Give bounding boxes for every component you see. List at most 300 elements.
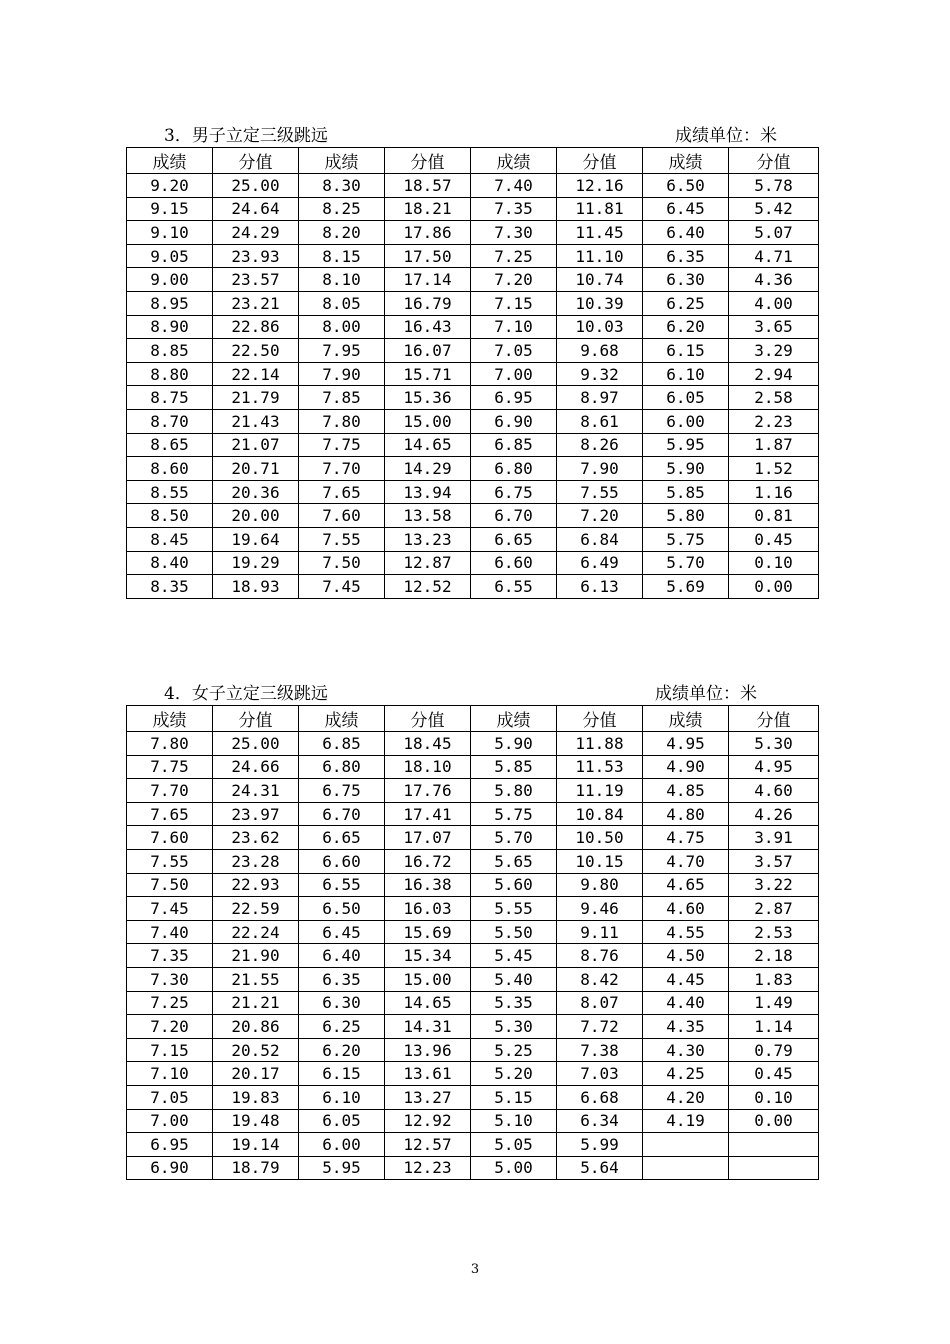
table-cell: 5.64	[557, 1156, 643, 1180]
table-cell: 6.75	[471, 480, 557, 504]
table-cell: 18.79	[213, 1156, 299, 1180]
table-cell: 21.90	[213, 944, 299, 968]
table-row	[127, 551, 819, 575]
table-cell: 20.36	[213, 480, 299, 504]
table-row	[127, 575, 819, 599]
table-cell: 6.25	[643, 291, 729, 315]
table-cell: 20.52	[213, 1038, 299, 1062]
table-row	[127, 1015, 819, 1039]
table-header	[127, 148, 819, 174]
table-cell: 22.24	[213, 920, 299, 944]
table-row	[127, 755, 819, 779]
table-row	[127, 732, 819, 756]
table-cell: 7.30	[127, 967, 213, 991]
table-cell: 24.66	[213, 755, 299, 779]
table-cell: 8.80	[127, 362, 213, 386]
table-cell: 6.05	[643, 386, 729, 410]
table-cell: 11.19	[557, 779, 643, 803]
table-cell: 5.45	[471, 944, 557, 968]
column-header: 分值	[557, 148, 643, 174]
column-header: 分值	[729, 148, 819, 174]
table-cell: 9.46	[557, 897, 643, 921]
table-cell: 7.80	[299, 409, 385, 433]
table-cell: 7.25	[471, 244, 557, 268]
table-cell: 7.55	[299, 527, 385, 551]
table-cell: 0.00	[729, 1109, 819, 1133]
table-cell: 5.80	[643, 504, 729, 528]
table-cell: 4.80	[643, 802, 729, 826]
column-header: 成绩	[299, 148, 385, 174]
table-cell: 6.85	[471, 433, 557, 457]
table-row	[127, 920, 819, 944]
table-cell: 7.45	[299, 575, 385, 599]
table-cell: 16.38	[385, 873, 471, 897]
table-cell: 19.14	[213, 1133, 299, 1157]
column-header: 分值	[557, 706, 643, 732]
table-cell: 7.50	[299, 551, 385, 575]
table-cell: 7.65	[299, 480, 385, 504]
table-cell: 5.00	[471, 1156, 557, 1180]
table-cell: 7.15	[127, 1038, 213, 1062]
table-row	[127, 527, 819, 551]
table-cell: 8.97	[557, 386, 643, 410]
table-cell: 17.07	[385, 826, 471, 850]
table-cell: 8.60	[127, 457, 213, 481]
table-cell: 8.15	[299, 244, 385, 268]
table-cell: 24.29	[213, 221, 299, 245]
table-row	[127, 291, 819, 315]
table-cell: 14.31	[385, 1015, 471, 1039]
table-cell: 10.15	[557, 849, 643, 873]
table-cell: 9.32	[557, 362, 643, 386]
table-header	[127, 706, 819, 732]
table-cell: 7.70	[299, 457, 385, 481]
table-cell: 14.65	[385, 991, 471, 1015]
table-cell: 4.75	[643, 826, 729, 850]
table-cell: 20.71	[213, 457, 299, 481]
table-cell: 5.90	[471, 732, 557, 756]
column-header: 分值	[213, 148, 299, 174]
table-cell: 5.90	[643, 457, 729, 481]
score-table	[126, 705, 819, 1180]
table-cell: 15.69	[385, 920, 471, 944]
table-row	[127, 362, 819, 386]
table-cell: 5.85	[471, 755, 557, 779]
table-cell: 6.50	[299, 897, 385, 921]
table-cell: 6.20	[643, 315, 729, 339]
table-cell: 17.76	[385, 779, 471, 803]
table-cell: 3.57	[729, 849, 819, 873]
table-cell: 7.20	[557, 504, 643, 528]
table-cell: 13.27	[385, 1085, 471, 1109]
table-row	[127, 991, 819, 1015]
table-cell: 6.10	[643, 362, 729, 386]
table-cell: 6.65	[299, 826, 385, 850]
table-cell: 15.00	[385, 967, 471, 991]
table-cell: 10.39	[557, 291, 643, 315]
table-cell: 7.05	[471, 339, 557, 363]
table-cell: 4.25	[643, 1062, 729, 1086]
table-cell: 8.75	[127, 386, 213, 410]
table-cell: 6.65	[471, 527, 557, 551]
table-cell: 13.94	[385, 480, 471, 504]
table-cell: 9.10	[127, 221, 213, 245]
table-cell: 4.40	[643, 991, 729, 1015]
table-cell: 7.45	[127, 897, 213, 921]
table-cell: 12.16	[557, 174, 643, 198]
table-cell: 7.40	[127, 920, 213, 944]
table-row	[127, 386, 819, 410]
section-caption	[126, 125, 818, 147]
table-cell: 13.58	[385, 504, 471, 528]
page-number: 3	[470, 1262, 480, 1277]
table-cell: 4.35	[643, 1015, 729, 1039]
table-cell: 6.90	[471, 409, 557, 433]
table-cell: 6.55	[471, 575, 557, 599]
table-cell: 8.45	[127, 527, 213, 551]
table-cell: 21.07	[213, 433, 299, 457]
column-header: 成绩	[643, 706, 729, 732]
table-cell: 5.95	[299, 1156, 385, 1180]
table-cell: 7.20	[471, 268, 557, 292]
table-cell: 23.57	[213, 268, 299, 292]
table-cell: 6.68	[557, 1085, 643, 1109]
table-cell: 6.60	[471, 551, 557, 575]
table-cell: 4.95	[643, 732, 729, 756]
table-cell: 12.92	[385, 1109, 471, 1133]
table-cell: 5.75	[471, 802, 557, 826]
table-cell: 8.20	[299, 221, 385, 245]
table-cell: 6.85	[299, 732, 385, 756]
table-row	[127, 244, 819, 268]
section-title: 3．男子立定三级跳远	[164, 126, 328, 146]
table-cell: 7.55	[557, 480, 643, 504]
unit-label: 成绩单位：米	[655, 684, 757, 704]
table-cell: 0.10	[729, 1085, 819, 1109]
table-cell: 5.99	[557, 1133, 643, 1157]
table-row	[127, 826, 819, 850]
table-cell: 9.80	[557, 873, 643, 897]
table-row	[127, 504, 819, 528]
section-women-triple-jump	[126, 683, 818, 1180]
table-cell: 7.65	[127, 802, 213, 826]
table-cell: 23.62	[213, 826, 299, 850]
table-cell: 7.10	[471, 315, 557, 339]
table-cell: 5.75	[643, 527, 729, 551]
table-cell: 0.00	[729, 575, 819, 599]
table-row	[127, 197, 819, 221]
table-row	[127, 944, 819, 968]
column-header: 分值	[213, 706, 299, 732]
table-cell: 2.53	[729, 920, 819, 944]
table-cell: 7.05	[127, 1085, 213, 1109]
table-cell: 7.20	[127, 1015, 213, 1039]
table-cell: 6.35	[643, 244, 729, 268]
table-cell: 0.81	[729, 504, 819, 528]
table-cell: 6.80	[299, 755, 385, 779]
table-cell: 11.53	[557, 755, 643, 779]
table-cell: 18.93	[213, 575, 299, 599]
table-cell: 6.45	[643, 197, 729, 221]
table-body	[127, 174, 819, 599]
table-row	[127, 480, 819, 504]
table-cell: 10.50	[557, 826, 643, 850]
table-cell: 6.35	[299, 967, 385, 991]
table-cell: 15.71	[385, 362, 471, 386]
table-cell: 2.58	[729, 386, 819, 410]
table-cell: 6.25	[299, 1015, 385, 1039]
table-row	[127, 174, 819, 198]
table-cell: 8.25	[299, 197, 385, 221]
table-cell: 4.50	[643, 944, 729, 968]
table-cell: 25.00	[213, 732, 299, 756]
table-cell: 21.79	[213, 386, 299, 410]
table-cell: 4.20	[643, 1085, 729, 1109]
table-cell: 23.97	[213, 802, 299, 826]
table-cell: 6.75	[299, 779, 385, 803]
table-cell: 5.85	[643, 480, 729, 504]
table-cell: 17.14	[385, 268, 471, 292]
table-cell: 6.05	[299, 1109, 385, 1133]
table-cell: 20.17	[213, 1062, 299, 1086]
table-cell: 0.79	[729, 1038, 819, 1062]
column-header: 成绩	[127, 706, 213, 732]
table-cell: 5.60	[471, 873, 557, 897]
table-cell: 17.41	[385, 802, 471, 826]
table-cell: 6.84	[557, 527, 643, 551]
table-cell: 4.36	[729, 268, 819, 292]
table-cell: 11.10	[557, 244, 643, 268]
table-row	[127, 1156, 819, 1180]
table-cell: 21.55	[213, 967, 299, 991]
column-header: 成绩	[127, 148, 213, 174]
table-row	[127, 1038, 819, 1062]
table-cell: 7.85	[299, 386, 385, 410]
table-row	[127, 1109, 819, 1133]
table-cell: 5.10	[471, 1109, 557, 1133]
table-cell: 20.00	[213, 504, 299, 528]
table-cell: 5.35	[471, 991, 557, 1015]
table-cell: 16.43	[385, 315, 471, 339]
table-cell: 6.10	[299, 1085, 385, 1109]
table-cell: 19.29	[213, 551, 299, 575]
table-cell: 6.40	[643, 221, 729, 245]
table-cell: 5.40	[471, 967, 557, 991]
table-cell: 0.45	[729, 527, 819, 551]
table-cell: 4.70	[643, 849, 729, 873]
table-cell: 8.07	[557, 991, 643, 1015]
table-cell	[643, 1156, 729, 1180]
table-cell: 1.16	[729, 480, 819, 504]
column-header: 分值	[385, 706, 471, 732]
table-cell: 5.65	[471, 849, 557, 873]
table-cell: 19.83	[213, 1085, 299, 1109]
table-cell: 8.40	[127, 551, 213, 575]
table-row	[127, 779, 819, 803]
table-cell: 0.45	[729, 1062, 819, 1086]
table-cell: 18.10	[385, 755, 471, 779]
table-cell: 6.60	[299, 849, 385, 873]
table-cell: 12.57	[385, 1133, 471, 1157]
table-cell: 7.03	[557, 1062, 643, 1086]
table-cell: 16.72	[385, 849, 471, 873]
table-cell: 14.29	[385, 457, 471, 481]
table-cell: 7.90	[557, 457, 643, 481]
table-cell: 9.20	[127, 174, 213, 198]
table-cell: 7.35	[471, 197, 557, 221]
table-cell: 7.50	[127, 873, 213, 897]
table-cell: 4.26	[729, 802, 819, 826]
table-cell: 8.10	[299, 268, 385, 292]
column-header: 成绩	[299, 706, 385, 732]
table-cell: 6.30	[643, 268, 729, 292]
table-cell: 6.34	[557, 1109, 643, 1133]
table-cell: 9.68	[557, 339, 643, 363]
table-cell: 23.93	[213, 244, 299, 268]
table-cell: 2.87	[729, 897, 819, 921]
table-cell: 22.50	[213, 339, 299, 363]
table-cell: 4.90	[643, 755, 729, 779]
table-cell: 5.95	[643, 433, 729, 457]
table-cell: 7.10	[127, 1062, 213, 1086]
table-cell: 8.26	[557, 433, 643, 457]
table-row	[127, 873, 819, 897]
table-cell: 0.10	[729, 551, 819, 575]
column-header: 成绩	[471, 706, 557, 732]
table-cell: 11.45	[557, 221, 643, 245]
table-cell: 4.30	[643, 1038, 729, 1062]
table-cell: 21.43	[213, 409, 299, 433]
table-cell: 7.25	[127, 991, 213, 1015]
table-cell: 4.60	[729, 779, 819, 803]
table-cell: 10.03	[557, 315, 643, 339]
table-cell: 6.90	[127, 1156, 213, 1180]
table-cell: 10.74	[557, 268, 643, 292]
table-cell: 7.72	[557, 1015, 643, 1039]
table-cell: 5.70	[471, 826, 557, 850]
score-table	[126, 147, 819, 599]
table-cell: 20.86	[213, 1015, 299, 1039]
table-cell	[729, 1133, 819, 1157]
table-cell: 13.23	[385, 527, 471, 551]
table-cell: 1.87	[729, 433, 819, 457]
table-cell: 10.84	[557, 802, 643, 826]
table-cell: 8.76	[557, 944, 643, 968]
table-cell: 4.60	[643, 897, 729, 921]
unit-label: 成绩单位：米	[675, 126, 777, 146]
table-row	[127, 1133, 819, 1157]
table-cell: 7.60	[127, 826, 213, 850]
table-cell: 6.13	[557, 575, 643, 599]
table-cell: 7.60	[299, 504, 385, 528]
table-cell: 9.05	[127, 244, 213, 268]
table-cell	[729, 1156, 819, 1180]
table-row	[127, 268, 819, 292]
table-cell: 4.95	[729, 755, 819, 779]
table-cell: 22.14	[213, 362, 299, 386]
table-cell: 9.11	[557, 920, 643, 944]
table-cell: 4.19	[643, 1109, 729, 1133]
table-cell: 22.86	[213, 315, 299, 339]
table-cell: 15.34	[385, 944, 471, 968]
table-row	[127, 221, 819, 245]
table-cell: 16.79	[385, 291, 471, 315]
table-cell: 7.40	[471, 174, 557, 198]
table-cell: 5.30	[729, 732, 819, 756]
table-cell: 8.30	[299, 174, 385, 198]
table-cell: 8.85	[127, 339, 213, 363]
table-cell: 1.49	[729, 991, 819, 1015]
table-cell: 5.80	[471, 779, 557, 803]
table-cell: 5.30	[471, 1015, 557, 1039]
table-cell: 7.38	[557, 1038, 643, 1062]
table-cell: 6.20	[299, 1038, 385, 1062]
table-cell: 7.90	[299, 362, 385, 386]
table-cell: 5.20	[471, 1062, 557, 1086]
table-cell: 7.70	[127, 779, 213, 803]
table-cell: 6.50	[643, 174, 729, 198]
table-cell: 6.00	[643, 409, 729, 433]
table-cell: 7.35	[127, 944, 213, 968]
table-cell	[643, 1133, 729, 1157]
table-cell: 8.95	[127, 291, 213, 315]
table-cell: 8.35	[127, 575, 213, 599]
table-cell: 9.00	[127, 268, 213, 292]
table-cell: 11.88	[557, 732, 643, 756]
table-cell: 17.50	[385, 244, 471, 268]
table-cell: 6.70	[299, 802, 385, 826]
column-header: 成绩	[471, 148, 557, 174]
table-cell: 14.65	[385, 433, 471, 457]
table-cell: 7.55	[127, 849, 213, 873]
table-cell: 3.22	[729, 873, 819, 897]
table-cell: 23.21	[213, 291, 299, 315]
table-cell: 21.21	[213, 991, 299, 1015]
table-cell: 8.05	[299, 291, 385, 315]
table-cell: 5.25	[471, 1038, 557, 1062]
table-cell: 5.50	[471, 920, 557, 944]
table-cell: 5.69	[643, 575, 729, 599]
table-cell: 4.85	[643, 779, 729, 803]
table-row	[127, 409, 819, 433]
table-cell: 4.00	[729, 291, 819, 315]
table-cell: 8.55	[127, 480, 213, 504]
table-cell: 4.65	[643, 873, 729, 897]
table-cell: 25.00	[213, 174, 299, 198]
table-cell: 6.95	[471, 386, 557, 410]
table-cell: 12.23	[385, 1156, 471, 1180]
table-cell: 1.83	[729, 967, 819, 991]
table-cell: 5.05	[471, 1133, 557, 1157]
table-cell: 18.21	[385, 197, 471, 221]
table-cell: 2.23	[729, 409, 819, 433]
column-header: 分值	[729, 706, 819, 732]
table-cell: 7.30	[471, 221, 557, 245]
table-cell: 4.71	[729, 244, 819, 268]
table-cell: 7.80	[127, 732, 213, 756]
table-cell: 6.40	[299, 944, 385, 968]
table-cell: 8.65	[127, 433, 213, 457]
table-cell: 7.15	[471, 291, 557, 315]
table-row	[127, 433, 819, 457]
table-cell: 16.07	[385, 339, 471, 363]
table-cell: 19.48	[213, 1109, 299, 1133]
table-cell: 12.87	[385, 551, 471, 575]
table-row	[127, 802, 819, 826]
table-cell: 2.94	[729, 362, 819, 386]
table-cell: 7.95	[299, 339, 385, 363]
table-row	[127, 849, 819, 873]
